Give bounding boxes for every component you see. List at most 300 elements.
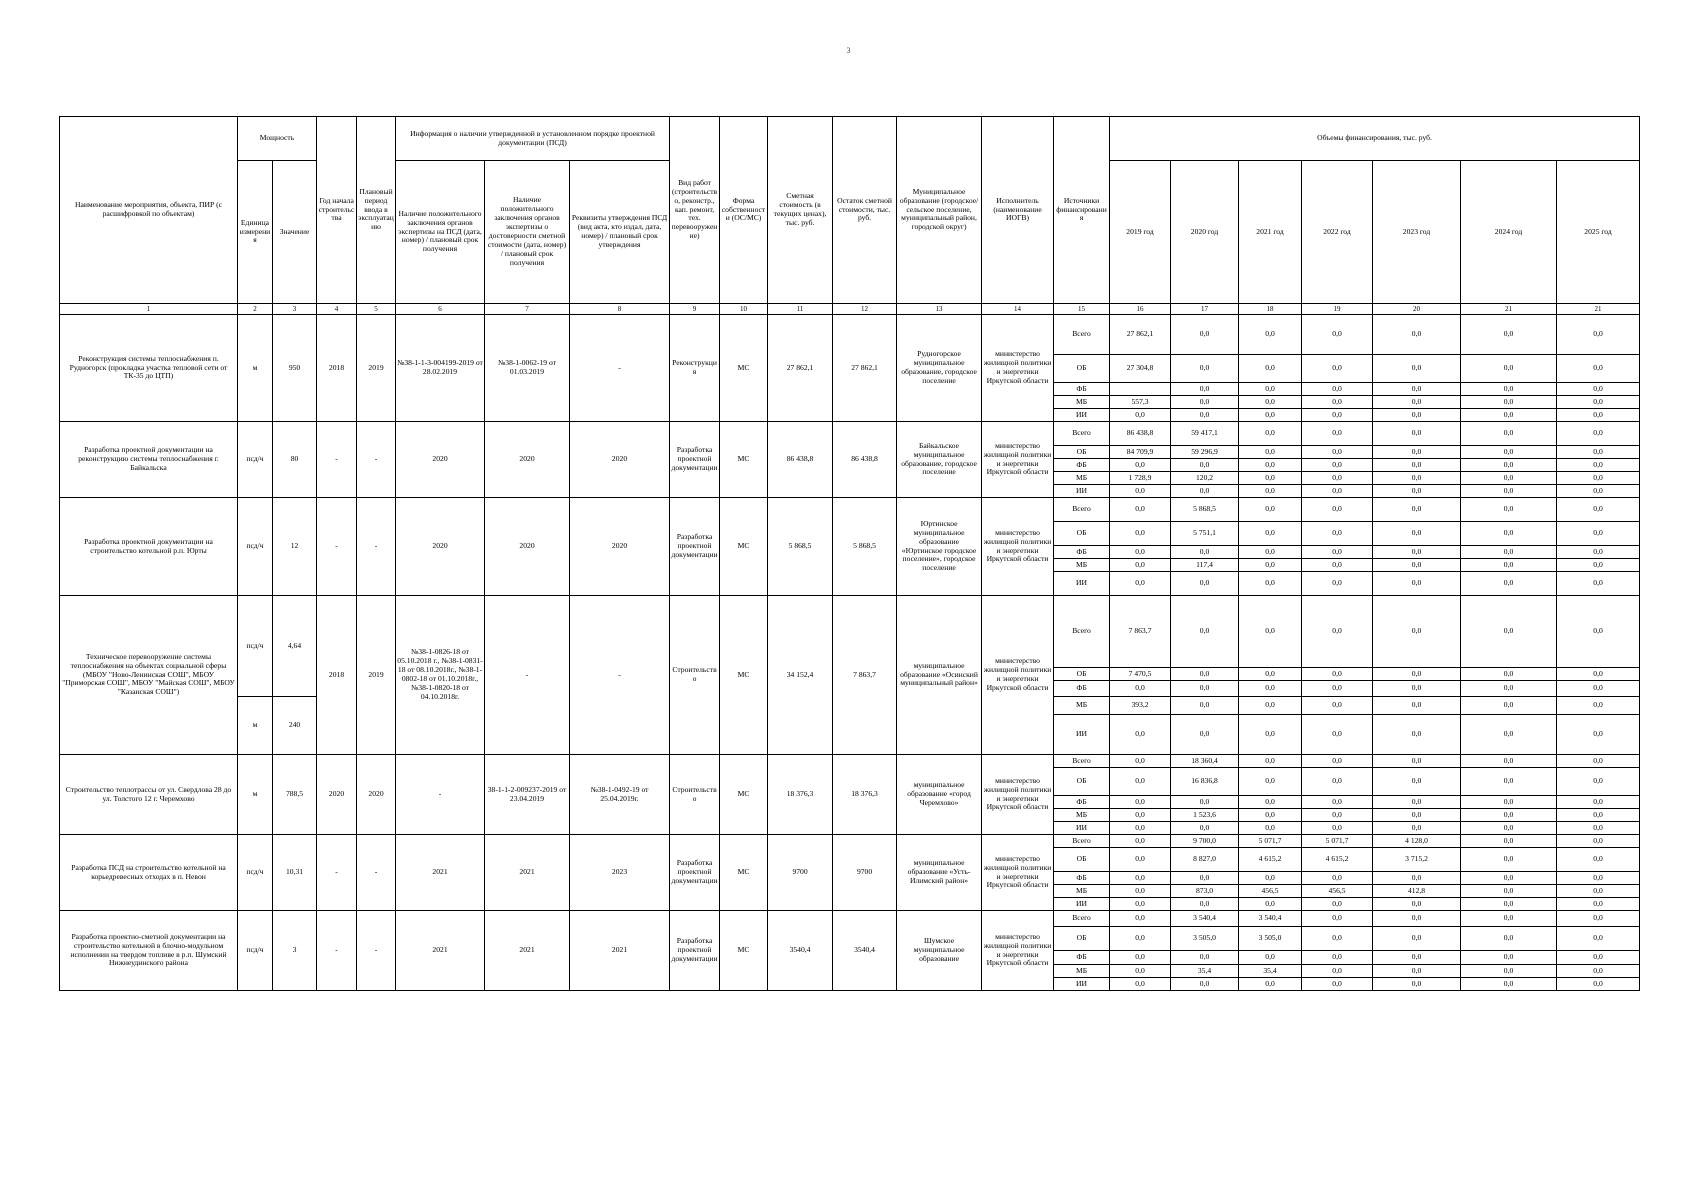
planned-period: 2019: [357, 596, 396, 755]
funding-value: 0,0: [1373, 446, 1461, 459]
executor: министерство жилищной политики и энергетики Иркутской области: [982, 498, 1054, 596]
power-value: 788,5: [273, 755, 317, 835]
cost-conclusion: 2020: [485, 422, 570, 498]
funding-value: 0,0: [1302, 315, 1373, 355]
funding-value: 59 296,9: [1171, 446, 1239, 459]
column-number-row: [60, 304, 1640, 315]
work-type: Строительство: [670, 596, 720, 755]
funding-value: 0,0: [1110, 755, 1171, 768]
funding-value: 0,0: [1239, 396, 1302, 409]
header-municipality: Муниципальное образование (городское/сельское поселение, муниципальный район, городской округ): [897, 117, 982, 304]
funding-value: 0,0: [1302, 951, 1373, 965]
power-unit: м: [238, 315, 273, 422]
funding-value: 0,0: [1302, 715, 1373, 755]
work-type: Разработка проектной документации: [670, 835, 720, 911]
header-year: 2022 год: [1302, 161, 1373, 304]
funding-value: 0,0: [1461, 898, 1557, 911]
funding-value: 0,0: [1110, 898, 1171, 911]
planned-period: -: [357, 498, 396, 596]
funding-value: 35,4: [1171, 965, 1239, 978]
funding-value: 412,8: [1373, 885, 1461, 898]
header-year: 2025 год: [1557, 161, 1640, 304]
funding-source: МБ: [1054, 559, 1110, 572]
funding-value: 0,0: [1557, 848, 1640, 872]
funding-source: Всего: [1054, 422, 1110, 446]
column-number: 9: [670, 304, 720, 315]
funding-value: 0,0: [1239, 498, 1302, 522]
estimated-cost: 3540,4: [768, 911, 833, 991]
funding-value: 5 751,1: [1171, 522, 1239, 546]
estimated-cost: 18 376,3: [768, 755, 833, 835]
power-value: 80: [273, 422, 317, 498]
remaining-cost: 9700: [833, 835, 897, 911]
funding-value: 0,0: [1557, 572, 1640, 596]
funding-value: 0,0: [1373, 965, 1461, 978]
funding-value: [1110, 383, 1171, 396]
funding-value: 16 836,8: [1171, 768, 1239, 796]
planned-period: -: [357, 911, 396, 991]
funding-value: 0,0: [1557, 383, 1640, 396]
funding-source: ФБ: [1054, 872, 1110, 885]
column-number: 1: [60, 304, 238, 315]
remaining-cost: 5 868,5: [833, 498, 897, 596]
funding-value: 393,2: [1110, 697, 1171, 715]
funding-value: 0,0: [1302, 546, 1373, 559]
object-name: Разработка проектной документации на строительство котельной р.п. Юрты: [60, 498, 238, 596]
funding-value: 0,0: [1302, 472, 1373, 485]
funding-value: 0,0: [1302, 409, 1373, 422]
funding-value: 0,0: [1239, 668, 1302, 681]
psd-approval: 2023: [570, 835, 670, 911]
psd-conclusion: №38-1-0826-18 от 05.10.2018 г., №38-1-0831-18 от 08.10.2018г., №38-1-0802-18 от 01.10.2018г., №38-1-0820-18 от 04.10.2018г.: [396, 596, 485, 755]
psd-approval: №38-1-0492-19 от 25.04.2019г.: [570, 755, 670, 835]
funding-value: 0,0: [1557, 835, 1640, 848]
funding-value: 0,0: [1461, 697, 1557, 715]
funding-value: 3 505,0: [1171, 927, 1239, 951]
funding-value: 0,0: [1110, 572, 1171, 596]
funding-source: Всего: [1054, 835, 1110, 848]
column-number: 5: [357, 304, 396, 315]
estimated-cost: 86 438,8: [768, 422, 833, 498]
table-row: [60, 315, 1640, 355]
funding-value: 0,0: [1171, 822, 1239, 835]
municipality: муниципальное образование «Осинский муниципальный район»: [897, 596, 982, 755]
funding-value: 0,0: [1557, 951, 1640, 965]
planned-period: -: [357, 422, 396, 498]
funding-value: 0,0: [1373, 383, 1461, 396]
remaining-cost: 18 376,3: [833, 755, 897, 835]
funding-value: 0,0: [1239, 768, 1302, 796]
funding-value: 0,0: [1557, 396, 1640, 409]
funding-value: 0,0: [1302, 809, 1373, 822]
table-row: [60, 422, 1640, 446]
column-number: 16: [1110, 304, 1171, 315]
funding-value: 0,0: [1461, 396, 1557, 409]
funding-value: 0,0: [1239, 822, 1302, 835]
column-number: 13: [897, 304, 982, 315]
funding-value: 0,0: [1171, 315, 1239, 355]
funding-value: 0,0: [1557, 522, 1640, 546]
cost-conclusion: 38-1-1-2-009237-2019 от 23.04.2019: [485, 755, 570, 835]
estimated-cost: 34 152,4: [768, 596, 833, 755]
power-unit: псд/ч: [238, 422, 273, 498]
funding-source: ОБ: [1054, 355, 1110, 383]
funding-value: 0,0: [1302, 522, 1373, 546]
funding-value: 0,0: [1557, 965, 1640, 978]
funding-value: 0,0: [1302, 681, 1373, 697]
power-unit: м: [238, 697, 273, 755]
header-psd-conclusion: Наличие положительного заключения органов экспертизы на ПСД (дата, номер) / плановый срок получения: [396, 161, 485, 304]
table-row: [60, 755, 1640, 768]
header-year: 2020 год: [1171, 161, 1239, 304]
funding-value: 0,0: [1239, 409, 1302, 422]
funding-value: 0,0: [1461, 409, 1557, 422]
funding-value: 0,0: [1239, 472, 1302, 485]
column-number: 6: [396, 304, 485, 315]
funding-value: 0,0: [1239, 485, 1302, 498]
column-number: 4: [317, 304, 357, 315]
funding-value: 0,0: [1461, 872, 1557, 885]
funding-source: ИИ: [1054, 715, 1110, 755]
municipality: Шумское муниципальное образование: [897, 911, 982, 991]
funding-value: 0,0: [1373, 396, 1461, 409]
funding-value: 0,0: [1373, 681, 1461, 697]
funding-value: 0,0: [1110, 835, 1171, 848]
funding-value: 59 417,1: [1171, 422, 1239, 446]
funding-value: 0,0: [1110, 559, 1171, 572]
work-type: Разработка проектной документации: [670, 911, 720, 991]
funding-value: 0,0: [1373, 911, 1461, 927]
funding-value: 0,0: [1110, 885, 1171, 898]
funding-value: 0,0: [1239, 715, 1302, 755]
funding-value: 27 862,1: [1110, 315, 1171, 355]
power-value: 3: [273, 911, 317, 991]
year-start: -: [317, 498, 357, 596]
funding-value: 4 615,2: [1239, 848, 1302, 872]
funding-source: ФБ: [1054, 681, 1110, 697]
funding-value: 0,0: [1239, 697, 1302, 715]
funding-value: 0,0: [1557, 822, 1640, 835]
funding-value: 456,5: [1239, 885, 1302, 898]
header-ownership: Форма собственности (ОС/МС): [720, 117, 768, 304]
funding-value: 0,0: [1557, 668, 1640, 681]
funding-value: 0,0: [1461, 459, 1557, 472]
funding-source: ИИ: [1054, 978, 1110, 991]
funding-value: 5 071,7: [1302, 835, 1373, 848]
funding-value: 0,0: [1110, 965, 1171, 978]
funding-value: 0,0: [1239, 572, 1302, 596]
column-number: 8: [570, 304, 670, 315]
funding-value: 0,0: [1557, 927, 1640, 951]
funding-value: 0,0: [1557, 755, 1640, 768]
funding-value: 0,0: [1461, 572, 1557, 596]
funding-source: ИИ: [1054, 409, 1110, 422]
funding-value: 0,0: [1171, 396, 1239, 409]
cost-conclusion: №38-1-0062-19 от 01.03.2019: [485, 315, 570, 422]
funding-source: ФБ: [1054, 951, 1110, 965]
funding-value: 0,0: [1171, 796, 1239, 809]
funding-value: 0,0: [1110, 522, 1171, 546]
funding-value: 0,0: [1557, 315, 1640, 355]
funding-value: 0,0: [1373, 409, 1461, 422]
funding-value: 0,0: [1239, 383, 1302, 396]
funding-source: МБ: [1054, 965, 1110, 978]
funding-value: 0,0: [1239, 522, 1302, 546]
ownership: МС: [720, 315, 768, 422]
header-year: 2021 год: [1239, 161, 1302, 304]
investment-table: [59, 116, 1640, 991]
funding-value: 0,0: [1373, 596, 1461, 668]
funding-value: 0,0: [1110, 951, 1171, 965]
executor: министерство жилищной политики и энергетики Иркутской области: [982, 911, 1054, 991]
column-number: 10: [720, 304, 768, 315]
funding-value: 0,0: [1171, 715, 1239, 755]
header-remaining-cost: Остаток сметной стоимости, тыс. руб.: [833, 117, 897, 304]
funding-value: 0,0: [1171, 697, 1239, 715]
funding-value: 0,0: [1302, 355, 1373, 383]
funding-value: 0,0: [1171, 383, 1239, 396]
year-start: 2018: [317, 315, 357, 422]
funding-source: ФБ: [1054, 383, 1110, 396]
funding-source: Всего: [1054, 596, 1110, 668]
funding-value: 3 715,2: [1373, 848, 1461, 872]
funding-value: 4 615,2: [1302, 848, 1373, 872]
funding-value: 0,0: [1373, 498, 1461, 522]
psd-approval: 2021: [570, 911, 670, 991]
column-number: 18: [1239, 304, 1302, 315]
executor: министерство жилищной политики и энергетики Иркутской области: [982, 835, 1054, 911]
funding-value: 1 523,6: [1171, 809, 1239, 822]
funding-value: 0,0: [1557, 809, 1640, 822]
funding-value: 0,0: [1461, 965, 1557, 978]
funding-value: 0,0: [1302, 822, 1373, 835]
funding-source: Всего: [1054, 755, 1110, 768]
header-year: 2019 год: [1110, 161, 1171, 304]
funding-value: 0,0: [1171, 978, 1239, 991]
power-unit: псд/ч: [238, 911, 273, 991]
work-type: Разработка проектной документации: [670, 422, 720, 498]
power-value: 4,64: [273, 596, 317, 697]
column-number: 14: [982, 304, 1054, 315]
funding-value: 0,0: [1171, 668, 1239, 681]
funding-value: 0,0: [1302, 498, 1373, 522]
funding-source: ОБ: [1054, 522, 1110, 546]
funding-value: 0,0: [1302, 898, 1373, 911]
power-value: 12: [273, 498, 317, 596]
funding-value: 0,0: [1461, 681, 1557, 697]
psd-conclusion: 2021: [396, 911, 485, 991]
funding-value: 0,0: [1110, 872, 1171, 885]
municipality: Юртинское муниципальное образование «Юртинское городское поселение», городское поселение: [897, 498, 982, 596]
ownership: МС: [720, 835, 768, 911]
page-number: 3: [846, 46, 851, 55]
funding-value: 0,0: [1110, 485, 1171, 498]
funding-value: 8 827,0: [1171, 848, 1239, 872]
funding-value: 0,0: [1557, 422, 1640, 446]
funding-value: 0,0: [1461, 422, 1557, 446]
funding-value: 0,0: [1110, 459, 1171, 472]
psd-conclusion: №38-1-1-3-004199-2019 от 28.02.2019: [396, 315, 485, 422]
funding-value: 0,0: [1557, 872, 1640, 885]
funding-value: 0,0: [1461, 927, 1557, 951]
funding-value: 0,0: [1302, 978, 1373, 991]
funding-value: 0,0: [1557, 472, 1640, 485]
funding-source: ОБ: [1054, 768, 1110, 796]
planned-period: 2020: [357, 755, 396, 835]
funding-value: 0,0: [1373, 715, 1461, 755]
table-row: [60, 596, 1640, 668]
funding-value: 0,0: [1110, 927, 1171, 951]
funding-value: 0,0: [1239, 596, 1302, 668]
power-unit: псд/ч: [238, 596, 273, 697]
funding-value: 0,0: [1461, 796, 1557, 809]
funding-value: 0,0: [1302, 668, 1373, 681]
funding-value: 0,0: [1373, 522, 1461, 546]
year-start: -: [317, 911, 357, 991]
table-row: [60, 911, 1640, 927]
funding-value: 0,0: [1557, 885, 1640, 898]
funding-value: 0,0: [1171, 681, 1239, 697]
funding-value: 0,0: [1110, 681, 1171, 697]
funding-value: 0,0: [1239, 459, 1302, 472]
object-name: Реконструкция системы теплоснабжения п. Рудногорск (прокладка участка тепловой сети от ТК-35 до ЦТП): [60, 315, 238, 422]
funding-source: МБ: [1054, 697, 1110, 715]
funding-value: 0,0: [1373, 459, 1461, 472]
funding-source: Всего: [1054, 315, 1110, 355]
funding-value: 0,0: [1461, 848, 1557, 872]
funding-value: 120,2: [1171, 472, 1239, 485]
header-cost-conclusion: Наличие положительного заключения органов экспертизы о достоверности сметной стоимости (дата, номер) / плановый срок получения: [485, 161, 570, 304]
funding-value: 0,0: [1461, 472, 1557, 485]
funding-value: 0,0: [1171, 355, 1239, 383]
executor: министерство жилищной политики и энергетики Иркутской области: [982, 755, 1054, 835]
psd-conclusion: 2021: [396, 835, 485, 911]
funding-source: ИИ: [1054, 822, 1110, 835]
funding-value: 0,0: [1239, 951, 1302, 965]
column-number: 21: [1557, 304, 1640, 315]
estimated-cost: 9700: [768, 835, 833, 911]
funding-value: 0,0: [1302, 383, 1373, 396]
funding-value: 0,0: [1557, 768, 1640, 796]
remaining-cost: 86 438,8: [833, 422, 897, 498]
funding-value: 0,0: [1461, 485, 1557, 498]
header-year-start: Год начала строительства: [317, 117, 357, 304]
power-unit: м: [238, 755, 273, 835]
funding-value: 456,5: [1302, 885, 1373, 898]
funding-source: МБ: [1054, 472, 1110, 485]
column-number: 21: [1461, 304, 1557, 315]
funding-value: 0,0: [1302, 596, 1373, 668]
funding-value: 0,0: [1239, 315, 1302, 355]
column-number: 17: [1171, 304, 1239, 315]
funding-value: 0,0: [1461, 315, 1557, 355]
funding-value: 0,0: [1373, 422, 1461, 446]
psd-approval: 2020: [570, 422, 670, 498]
column-number: 7: [485, 304, 570, 315]
funding-value: 0,0: [1110, 715, 1171, 755]
funding-value: 3 505,0: [1239, 927, 1302, 951]
funding-value: 0,0: [1461, 978, 1557, 991]
object-name: Разработка проектно-сметной документации на строительство котельной в блочно-модульном исполнении на твердом топливе в р.п. Шумский Нижнеудинского района: [60, 911, 238, 991]
funding-value: 0,0: [1373, 485, 1461, 498]
funding-value: 0,0: [1461, 822, 1557, 835]
column-number: 15: [1054, 304, 1110, 315]
funding-value: 0,0: [1302, 559, 1373, 572]
funding-value: 0,0: [1302, 396, 1373, 409]
funding-value: 0,0: [1171, 459, 1239, 472]
funding-value: 0,0: [1239, 546, 1302, 559]
funding-value: 0,0: [1373, 559, 1461, 572]
funding-source: ИИ: [1054, 485, 1110, 498]
funding-value: 0,0: [1373, 822, 1461, 835]
funding-value: 0,0: [1302, 572, 1373, 596]
funding-value: 0,0: [1373, 927, 1461, 951]
funding-source: ОБ: [1054, 446, 1110, 459]
funding-value: 0,0: [1373, 572, 1461, 596]
funding-value: 4 128,0: [1373, 835, 1461, 848]
funding-value: 0,0: [1373, 796, 1461, 809]
header-source: Источники финансирования: [1054, 117, 1110, 304]
object-name: Разработка ПСД на строительство котельной на корьедревесных отходах в п. Невон: [60, 835, 238, 911]
funding-source: МБ: [1054, 809, 1110, 822]
funding-value: 0,0: [1373, 768, 1461, 796]
funding-value: 0,0: [1461, 498, 1557, 522]
estimated-cost: 27 862,1: [768, 315, 833, 422]
psd-conclusion: -: [396, 755, 485, 835]
header-value: Значение: [273, 161, 317, 304]
funding-value: 0,0: [1110, 796, 1171, 809]
year-start: -: [317, 835, 357, 911]
cost-conclusion: 2021: [485, 835, 570, 911]
funding-value: 0,0: [1171, 409, 1239, 422]
funding-value: 0,0: [1302, 872, 1373, 885]
funding-value: 0,0: [1302, 796, 1373, 809]
municipality: Байкальское муниципальное образование, городское поселение: [897, 422, 982, 498]
year-start: -: [317, 422, 357, 498]
funding-value: 0,0: [1239, 872, 1302, 885]
funding-value: 0,0: [1557, 681, 1640, 697]
funding-value: 0,0: [1373, 315, 1461, 355]
psd-conclusion: 2020: [396, 422, 485, 498]
remaining-cost: 7 863,7: [833, 596, 897, 755]
estimated-cost: 5 868,5: [768, 498, 833, 596]
funding-value: 86 438,8: [1110, 422, 1171, 446]
ownership: МС: [720, 498, 768, 596]
column-number: 11: [768, 304, 833, 315]
municipality: муниципальное образование «город Черемхово»: [897, 755, 982, 835]
planned-period: -: [357, 835, 396, 911]
work-type: Разработка проектной документации: [670, 498, 720, 596]
funding-value: 0,0: [1461, 809, 1557, 822]
funding-value: 0,0: [1302, 768, 1373, 796]
funding-value: 0,0: [1461, 911, 1557, 927]
ownership: МС: [720, 755, 768, 835]
work-type: Реконструкция: [670, 315, 720, 422]
executor: министерство жилищной политики и энергетики Иркутской области: [982, 422, 1054, 498]
municipality: муниципальное образование «Усть-Илимский район»: [897, 835, 982, 911]
header-executor: Исполнитель (наименование ИОГВ): [982, 117, 1054, 304]
ownership: МС: [720, 596, 768, 755]
header-power: Мощность: [238, 117, 317, 161]
funding-value: 0,0: [1557, 409, 1640, 422]
funding-value: 0,0: [1557, 446, 1640, 459]
funding-value: 0,0: [1461, 355, 1557, 383]
executor: министерство жилищной политики и энергетики Иркутской области: [982, 315, 1054, 422]
psd-approval: -: [570, 596, 670, 755]
funding-value: 5 071,7: [1239, 835, 1302, 848]
funding-value: 0,0: [1373, 898, 1461, 911]
remaining-cost: 3540,4: [833, 911, 897, 991]
